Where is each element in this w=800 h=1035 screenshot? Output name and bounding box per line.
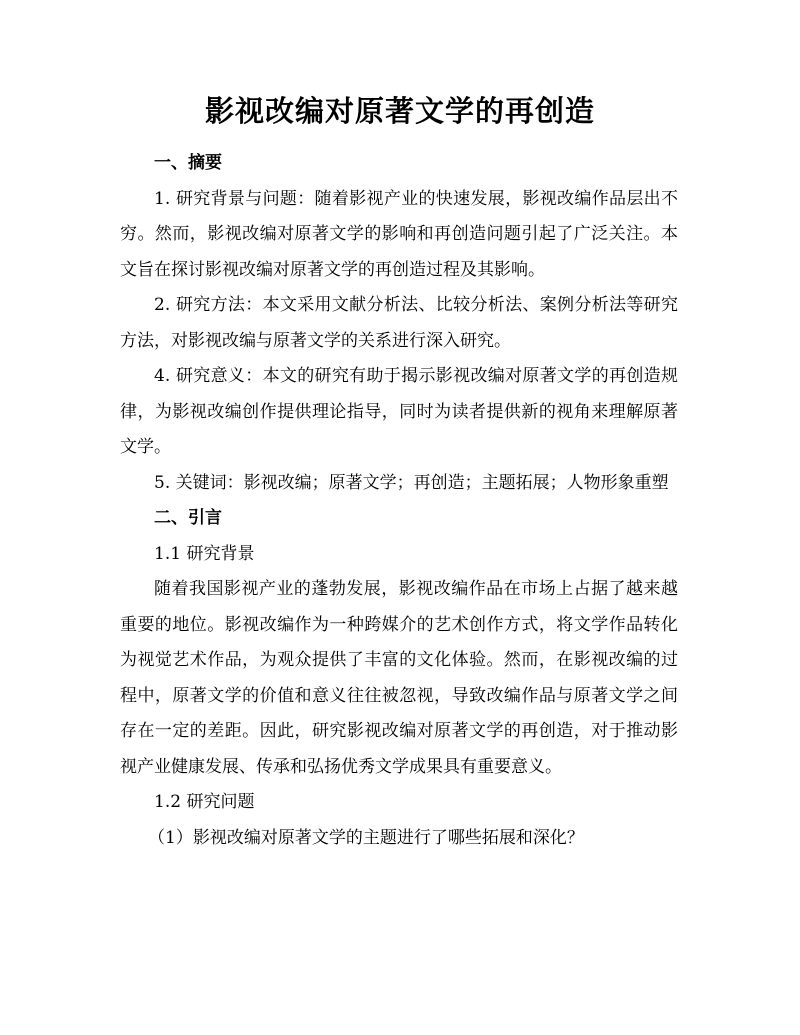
- document-title: 影视改编对原著文学的再创造: [204, 94, 595, 128]
- abstract-item-method: 2. 研究方法：本文采用文献分析法、比较分析法、案例分析法等研究方法，对影视改编与原著文学的关系进行深入研究。: [120, 295, 678, 351]
- document-body: [120, 146, 678, 856]
- research-background-heading: 1.1 研究背景: [154, 543, 255, 564]
- abstract-item-significance: 4. 研究意义：本文的研究有助于揭示影视改编对原著文学的再创造规律，为影视改编创作提供理论指导，同时为读者提供新的视角来理解原著文学。: [120, 366, 678, 457]
- abstract-item-background: 1. 研究背景与问题：随着影视产业的快速发展，影视改编作品层出不穷。然而，影视改编对原著文学的影响和再创造问题引起了广泛关注。本文旨在探讨影视改编对原著文学的再创造过程及其影响。: [120, 188, 678, 280]
- abstract-heading: 一、摘要: [154, 153, 222, 173]
- abstract-item-keywords: 5. 关键词：影视改编；原著文学；再创造；主题拓展；人物形象重塑: [154, 472, 669, 493]
- research-question-1: （1）影视改编对原著文学的主题进行了哪些拓展和深化？: [148, 827, 584, 848]
- research-background-paragraph: 随着我国影视产业的蓬勃发展，影视改编作品在市场上占据了越来越重要的地位。影视改编作为一种跨媒介的艺术创作方式，将文学作品转化为视觉艺术作品，为观众提供了丰富的文化体验。然而，在影视改编的过程中，原著文学的价值和意义往往被忽视，导致改编作品与原著文学之间存在一定的差距。因此，研究影视改编对原著文学的再创造，对于推动影视产业健康发展、传承和弘扬优秀文学成果具有重要意义。: [120, 579, 678, 777]
- research-questions-heading: 1.2 研究问题: [154, 792, 255, 812]
- introduction-heading: 二、引言: [154, 508, 222, 528]
